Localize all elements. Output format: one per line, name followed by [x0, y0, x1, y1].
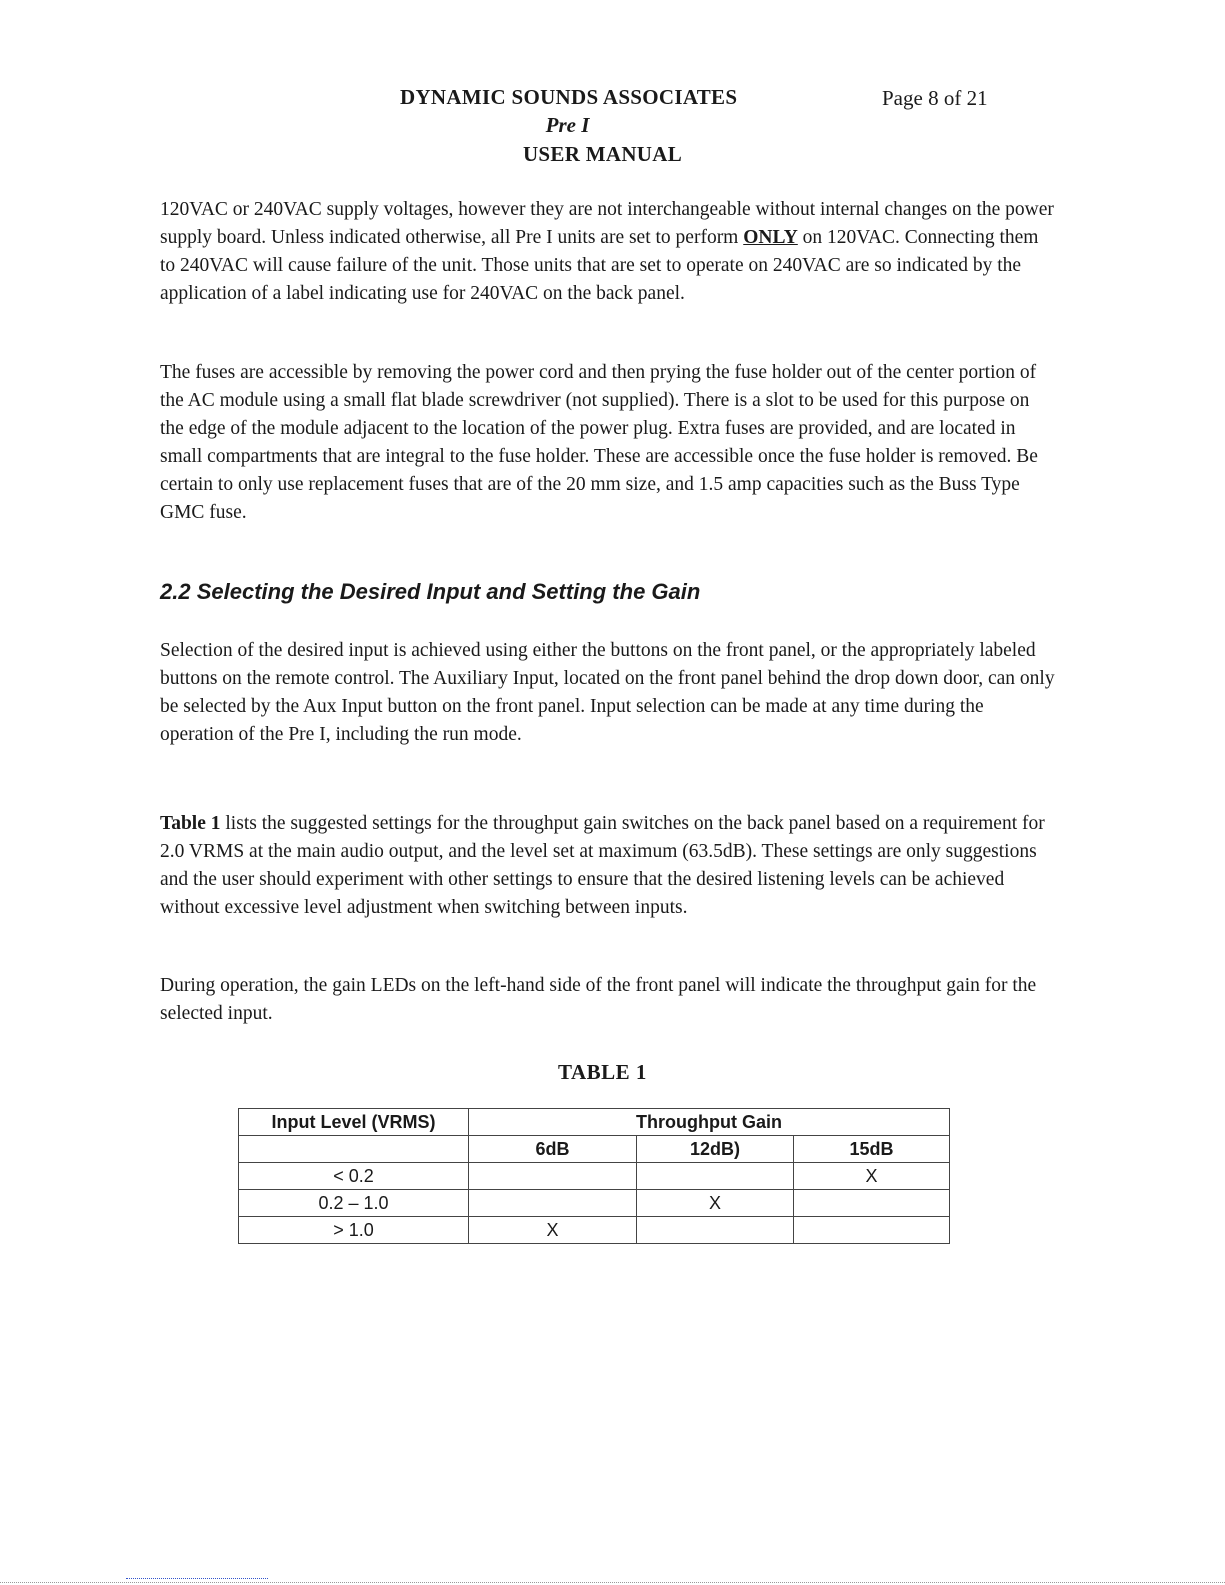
paragraph-fuses: The fuses are accessible by removing the power cord and then prying the fuse holder out of the center portion of the AC module using a small flat blade screwdriver (not supplied). There is a slot to be used for this purpose on the edge of the module adjacent to the location of the power plug. Extra fuses are provided, and are located in small compartments that are integral to the fuse holder. These are accessible once the fuse holder is removed. Be certain to only use replacement fuses that are of the 20 mm size, and 1.5 amp capacities such as the Buss Type GMC fuse. — [160, 362, 1038, 523]
paragraph-power-supply — [160, 196, 1055, 308]
table-cell — [239, 1136, 469, 1163]
paragraph-table-reference — [160, 810, 1055, 922]
table-cell: X — [469, 1217, 637, 1244]
table-cell-level: < 0.2 — [239, 1163, 469, 1190]
table-caption: TABLE 1 — [558, 1060, 647, 1084]
table-cell: X — [794, 1163, 950, 1190]
table-row — [239, 1190, 950, 1217]
table-cell — [637, 1217, 794, 1244]
paragraph-input-selection: Selection of the desired input is achieved using either the buttons on the front panel, or the appropriately labeled buttons on the remote control. The Auxiliary Input, located on the front panel behind the drop down door, can only be selected by the Aux Input button on the front panel. Input selection can be made at any time during the operation of the Pre I, including the run mode. — [160, 640, 1055, 745]
table-cell-level: 0.2 – 1.0 — [239, 1190, 469, 1217]
header-model: Pre I — [545, 113, 590, 137]
column-header-15db: 15dB — [794, 1136, 950, 1163]
table-row — [239, 1217, 950, 1244]
column-header-throughput-gain: Throughput Gain — [469, 1109, 950, 1136]
header-company: DYNAMIC SOUNDS ASSOCIATES — [400, 85, 738, 109]
gain-settings-table — [238, 1108, 950, 1244]
table-cell-level: > 1.0 — [239, 1217, 469, 1244]
table-cell — [637, 1163, 794, 1190]
table-cell — [794, 1217, 950, 1244]
footnote-separator — [126, 1578, 268, 1579]
table-row — [239, 1163, 950, 1190]
table-cell — [469, 1190, 637, 1217]
table-cell: X — [637, 1190, 794, 1217]
paragraph-text: lists the suggested settings for the throughput gain switches on the back panel based on a requirement for 2.0 VRMS at the main audio output, and the level set at maximum (63.5dB). These settings are only suggestions and the user should experiment with other settings to ensure that the desired listening levels can be achieved without excessive level adjustment when switching between inputs. — [160, 813, 1045, 918]
column-header-6db: 6dB — [469, 1136, 637, 1163]
emphasis-only: ONLY — [743, 227, 798, 248]
paragraph-text: 120VAC or 240VAC supply voltages, however they are not interchangeable without internal changes on the power supply board. Unless indicated otherwise, all Pre I units are set to perform — [160, 199, 1054, 248]
paragraph-gain-leds: During operation, the gain LEDs on the left-hand side of the front panel will indicate the throughput gain for the selected input. — [160, 975, 1037, 1024]
paragraph-text: on 120VAC. Connecting them to 240VAC will cause failure of the unit. Those units that are set to operate on 240VAC are so indicated by the application of a label indicating use for 240VAC on the back panel. — [160, 227, 1039, 304]
table-reference-label: Table 1 — [160, 813, 221, 834]
table-cell — [794, 1190, 950, 1217]
section-heading: 2.2 Selecting the Desired Input and Setting the Gain — [160, 579, 701, 604]
table-cell — [469, 1163, 637, 1190]
header-manual-title: USER MANUAL — [522, 142, 683, 166]
column-header-12db: 12dB) — [637, 1136, 794, 1163]
header-page-number: Page 8 of 21 — [882, 86, 988, 110]
table-header-row — [239, 1109, 950, 1136]
table-subheader-row — [239, 1136, 950, 1163]
column-header-input-level: Input Level (VRMS) — [239, 1109, 469, 1136]
page-bottom-edge — [0, 1582, 1225, 1583]
